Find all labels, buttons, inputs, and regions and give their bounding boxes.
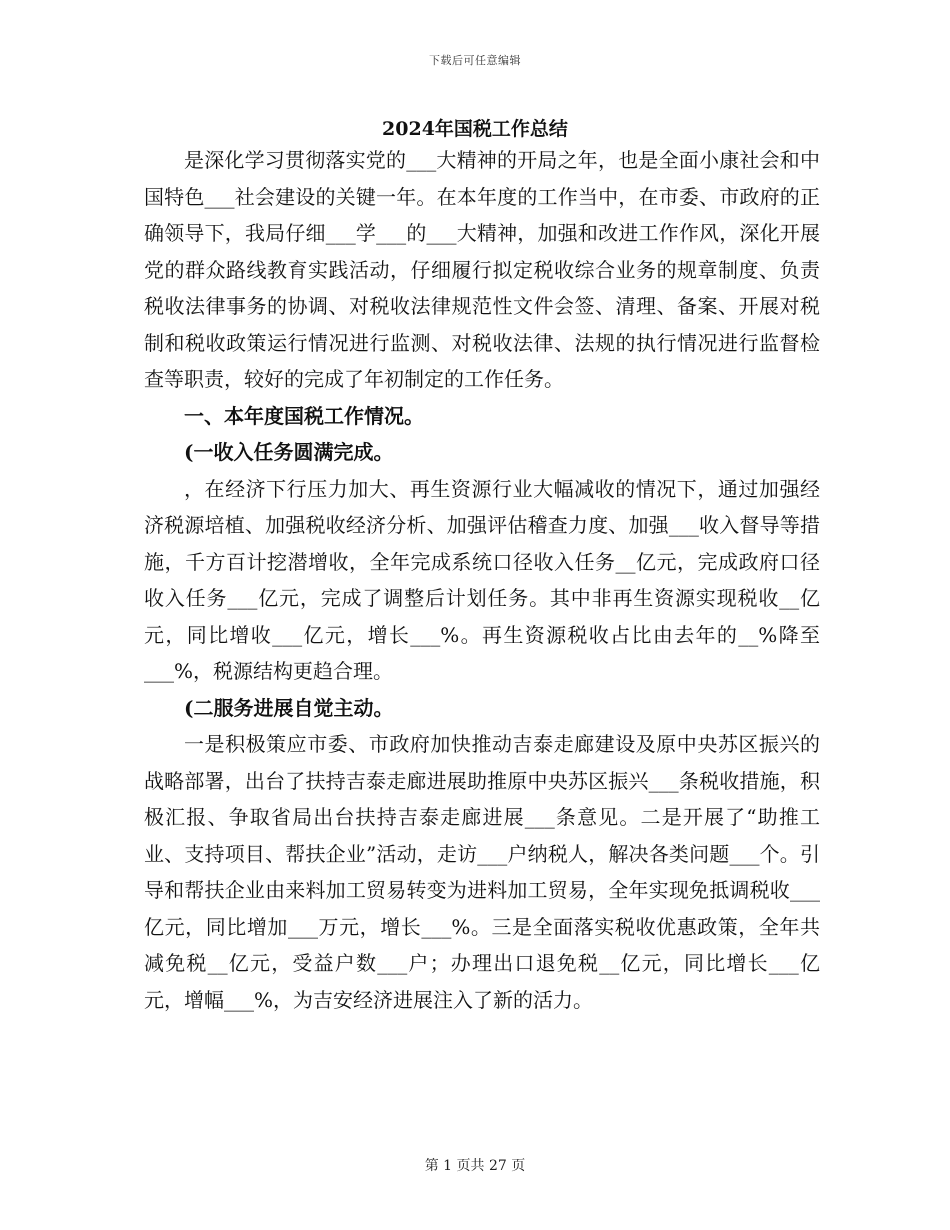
paragraph-revenue: ，在经济下行压力加大、再生资源行业大幅减收的情况下，通过加强经济税源培植、加强税收经济分析、加强评估稽查力度、加强___收入督导等措施，千方百计挖潜增收，全年完成系统口径收入任务__亿元，完成政府口径收入任务___亿元，完成了调整后计划任务。其中非再生资源实现税收__亿元，同比增收___亿元，增长___%。再生资源税收占比由去年的__%降至___%，税源结构更趋合理。	[144, 476, 820, 683]
subsection-heading-revenue: (一收入任务圆满完成。	[184, 440, 394, 464]
header-note: 下载后可任意编辑	[429, 54, 521, 67]
subsection-heading-service: (二服务进展自觉主动。	[184, 695, 394, 720]
section-heading-1: 一、本年度国税工作情况。	[184, 403, 424, 428]
document-title: 2024年国税工作总结	[382, 118, 568, 140]
page-number: 第 1 页共 27 页	[424, 1158, 526, 1174]
paragraph-intro: 是深化学习贯彻落实党的___大精神的开局之年，也是全面小康社会和中国特色___社会建设的关键一年。在本年度的工作当中，在市委、市政府的正确领导下，我局仔细___学___的___大精神，加强和改进工作作风，深化开展党的群众路线教育实践活动，仔细履行拟定税收综合业务的规章制度、负责税收法律事务的协调、对税收法律规范性文件会签、清理、备案、开展对税制和税收政策运行情况进行监测、对税收法律、法规的执行情况进行监督检查等职责，较好的完成了年初制定的工作任务。	[144, 148, 820, 391]
paragraph-service: 一是积极策应市委、市政府加快推动吉泰走廊建设及原中央苏区振兴的战略部署，出台了扶持吉泰走廊进展助推原中央苏区振兴___条税收措施，积极汇报、争取省局出台扶持吉泰走廊进展___条意见。二是开展了“助推工业、支持项目、帮扶企业”活动，走访___户纳税人，解决各类问题___个。引导和帮扶企业由来料加工贸易转变为进料加工贸易，全年实现免抵调税收___亿元，同比增加___万元，增长___%。三是全面落实税收优惠政策，全年共减免税__亿元，受益户数___户；办理出口退免税__亿元，同比增长___亿元，增幅___%，为吉安经济进展注入了新的活力。	[144, 732, 820, 1012]
document-body	[144, 142, 820, 1018]
